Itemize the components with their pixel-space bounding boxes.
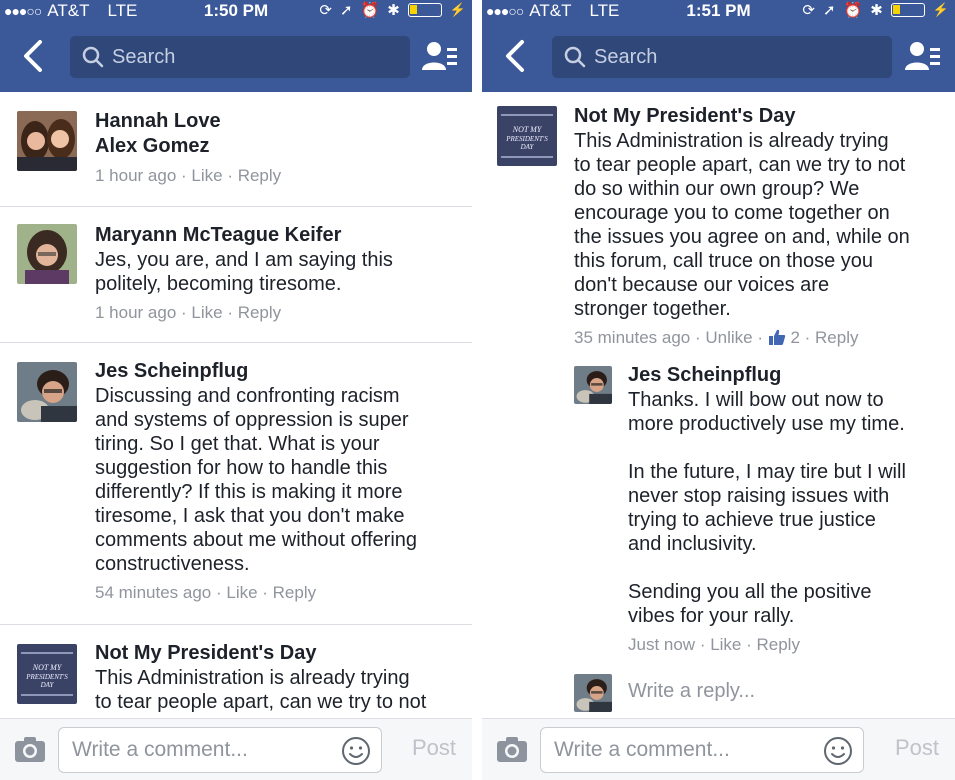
reply-button[interactable]: Reply (756, 635, 800, 654)
like-button[interactable]: Like (191, 303, 223, 322)
friends-list-icon[interactable] (422, 40, 458, 72)
rotation-lock-icon: ⟳ (802, 2, 815, 19)
post-button[interactable]: Post (411, 735, 456, 760)
camera-icon[interactable] (496, 735, 528, 763)
comment-author[interactable]: Not My President's Day (95, 642, 317, 664)
signal-icon: ●●●○○ (4, 3, 42, 19)
battery-icon (408, 3, 442, 17)
comment-item (0, 206, 472, 342)
avatar[interactable] (17, 362, 77, 422)
comment-text: This Administration is already trying to tear people apart, can we try to not (95, 667, 427, 713)
carrier: AT&T (47, 1, 90, 20)
like-button[interactable]: Like (191, 166, 223, 185)
like-count[interactable]: 2 (790, 328, 800, 347)
status-bar (0, 0, 472, 22)
rotation-lock-icon: ⟳ (319, 2, 332, 19)
comment-meta: Just now · Like · Reply (628, 635, 800, 654)
reply-composer (482, 670, 955, 716)
comment-item (0, 92, 472, 206)
comment-text: Discussing and confronting racism and systems of oppression is super tiring. So I get that. What is your suggestion for how to handle this differently? If this is making it more tiresome, I ask that you don't make comments about me without offering constructiveness. (95, 385, 418, 575)
reply-button[interactable]: Reply (237, 303, 282, 322)
svg-text:DAY: DAY (40, 681, 54, 689)
battery-icon (891, 3, 925, 17)
avatar[interactable] (574, 366, 612, 404)
reply-item (482, 354, 955, 664)
back-icon[interactable] (500, 36, 530, 76)
comment-author[interactable]: Jes Scheinpflug (95, 360, 249, 382)
location-icon: ➚ (339, 2, 353, 19)
comment-author[interactable]: Hannah Love (95, 110, 221, 132)
avatar[interactable] (497, 106, 557, 166)
alarm-icon: ⏰ (360, 2, 380, 19)
comment-text: Thanks. I will bow out now to more productively use my time. In the future, I may tire but I will never stop raising issues with trying to achieve true justice and inclusivity. Sending you all the positive vibes for your rally. (628, 389, 906, 627)
charging-icon: ⚡ (932, 2, 949, 17)
comment-time[interactable]: Just now (628, 635, 696, 654)
comment-composer (482, 718, 955, 780)
svg-text:NOT MY: NOT MY (32, 663, 62, 672)
avatar[interactable] (17, 111, 77, 171)
comment-item (0, 342, 472, 624)
comment-author[interactable]: Alex Gomez (95, 135, 210, 157)
comment-time[interactable]: 1 hour ago (95, 303, 177, 322)
status-bar (482, 0, 955, 22)
comment-placeholder: Write a comment... (554, 738, 730, 761)
signal-icon: ●●●○○ (486, 3, 524, 19)
charging-icon: ⚡ (449, 2, 466, 17)
search-placeholder: Search (594, 45, 658, 68)
svg-text:DAY: DAY (520, 143, 534, 151)
comment-author[interactable]: Maryann McTeague Keifer (95, 224, 342, 246)
post-button[interactable]: Post (894, 735, 939, 760)
like-button[interactable]: Like (226, 583, 258, 602)
comment-time[interactable]: 35 minutes ago (574, 328, 691, 347)
comment-item (0, 624, 472, 724)
reply-button[interactable]: Reply (237, 166, 282, 185)
svg-text:PRESIDENT'S: PRESIDENT'S (506, 135, 548, 143)
status-time: 1:51 PM (686, 1, 751, 20)
comment-text: This Administration is already trying to tear people apart, can we try to not do so within our own group? We encourage you to come together on the issues you agree on and, while on this forum, call truce on those you don't because our voices are stronger together. (574, 130, 910, 320)
comment-time[interactable]: 1 hour ago (95, 166, 177, 185)
like-button[interactable]: Like (710, 635, 742, 654)
comment-input[interactable] (540, 727, 864, 773)
carrier: AT&T (529, 1, 572, 20)
comment-composer (0, 718, 472, 780)
search-placeholder: Search (112, 45, 176, 68)
reply-input[interactable]: Write a reply... (628, 680, 756, 702)
comment-item (482, 92, 955, 354)
friends-list-icon[interactable] (905, 40, 941, 72)
camera-icon[interactable] (14, 735, 46, 763)
right-screenshot (482, 0, 955, 780)
comment-text: Jes, you are, and I am saying this politely, becoming tiresome. (95, 249, 393, 295)
nav-bar (0, 22, 472, 92)
thumbs-up-icon[interactable] (768, 328, 786, 346)
network: LTE (107, 1, 138, 20)
bluetooth-icon: ✱ (870, 2, 883, 19)
unlike-button[interactable]: Unlike (705, 328, 753, 347)
comment-time[interactable]: 54 minutes ago (95, 583, 212, 602)
reply-button[interactable]: Reply (815, 328, 859, 347)
screenshot-gap (472, 0, 482, 780)
search-icon (564, 46, 586, 68)
network: LTE (589, 1, 620, 20)
search-input[interactable] (70, 36, 410, 78)
left-screenshot (0, 0, 472, 780)
avatar (574, 674, 612, 712)
svg-text:PRESIDENT'S: PRESIDENT'S (26, 673, 68, 681)
back-icon[interactable] (18, 36, 48, 76)
sticker-icon[interactable] (823, 736, 853, 766)
avatar[interactable] (17, 224, 77, 284)
comment-author[interactable]: Jes Scheinpflug (628, 364, 782, 386)
location-icon: ➚ (822, 2, 836, 19)
reply-button[interactable]: Reply (272, 583, 317, 602)
nav-bar (482, 22, 955, 92)
comment-meta: 1 hour ago · Like · Reply (95, 303, 282, 322)
search-input[interactable] (552, 36, 892, 78)
svg-text:NOT MY: NOT MY (512, 125, 542, 134)
avatar[interactable] (17, 644, 77, 704)
comment-input[interactable] (58, 727, 382, 773)
comment-placeholder: Write a comment... (72, 738, 248, 761)
comment-meta: 35 minutes ago · Unlike · 2 · Reply (574, 328, 859, 347)
sticker-icon[interactable] (341, 736, 371, 766)
comment-meta: 54 minutes ago · Like · Reply (95, 583, 317, 602)
comment-author[interactable]: Not My President's Day (574, 105, 796, 127)
comment-meta: 1 hour ago · Like · Reply (95, 166, 282, 185)
alarm-icon: ⏰ (843, 2, 863, 19)
status-time: 1:50 PM (203, 1, 269, 20)
bluetooth-icon: ✱ (387, 2, 400, 19)
search-icon (82, 46, 104, 68)
